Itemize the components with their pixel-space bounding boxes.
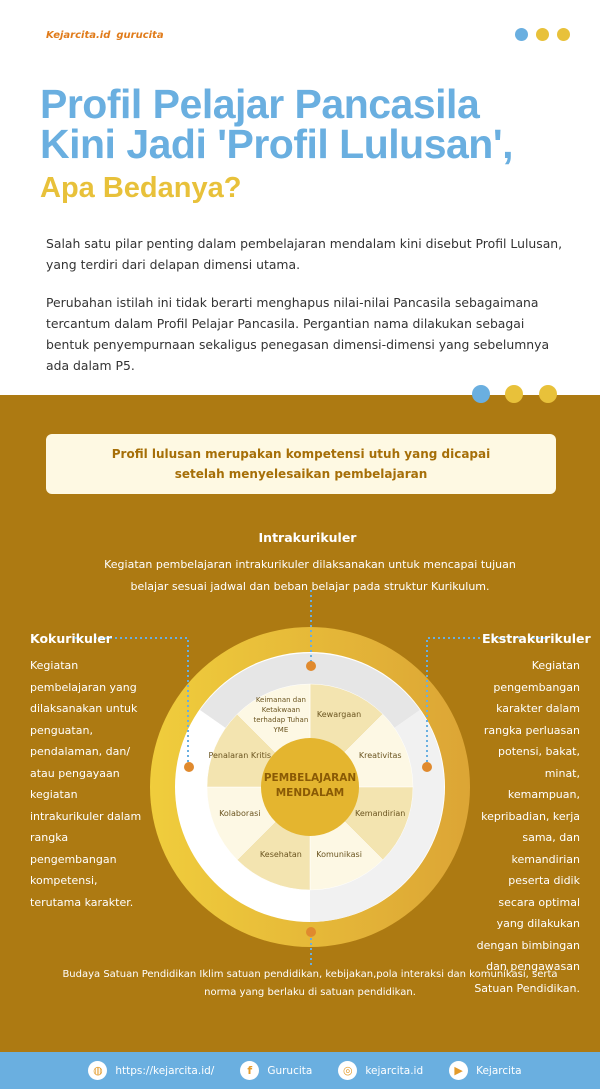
facebook-icon: f bbox=[240, 1061, 259, 1080]
kokurikuler-desc: Kegiatan pembelajaran yang dilaksanakan untuk penguatan, pendalaman, dan/ atau pengayaan kegiatan intrakurikuler dalam rangka pengembangan kompetensi, terutama karakter. bbox=[30, 659, 142, 909]
kokurikuler-title: Kokurikuler bbox=[30, 631, 112, 646]
youtube-link[interactable]: ▶ Kejarcita bbox=[449, 1061, 522, 1080]
highlight-box: Profil lulusan merupakan kompetensi utuh yang dicapai setelah menyelesaikan pembelajaran bbox=[46, 434, 556, 494]
page-subtitle: Apa Bedanya? bbox=[40, 172, 242, 204]
intrakurikuler-title: Intrakurikuler bbox=[258, 530, 357, 545]
website-link[interactable]: ◍ https://kejarcita.id/ bbox=[88, 1061, 214, 1080]
dimension-label: Kemandirian bbox=[355, 809, 406, 819]
instagram-icon: ◎ bbox=[338, 1061, 357, 1080]
facebook-link[interactable]: f Gurucita bbox=[240, 1061, 312, 1080]
globe-icon: ◍ bbox=[88, 1061, 107, 1080]
dimension-label: Kesehatan bbox=[259, 850, 302, 860]
dimension-label: Kewargaan bbox=[316, 709, 362, 719]
instagram-link[interactable]: ◎ kejarcita.id bbox=[338, 1061, 423, 1080]
dimension-label: Keimanan dan Ketakwaan terhadap Tuhan YME bbox=[253, 695, 309, 734]
intro-paragraph-2: Perubahan istilah ini tidak berarti menghapus nilai-nilai Pancasila sebagaimana tercantum dalam Profil Pelajar Pancasila. Pergantian nama dilakukan sebagai bentuk penyempurnaan sekaligus penegasan dimensi-dimensi yang sebelumnya ada dalam P5. bbox=[46, 295, 550, 373]
dimension-label: Komunikasi bbox=[316, 850, 362, 860]
dimension-label: Kreativitas bbox=[358, 750, 402, 760]
ekstrakurikuler-title: Ekstrakurikuler bbox=[482, 631, 591, 646]
budaya-desc: Budaya Satuan Pendidikan Iklim satuan pendidikan, kebijakan,pola interaksi dan komunikasi, serta norma yang berlaku di satuan pendidikan. bbox=[62, 969, 558, 998]
wheel-center-label: PEMBELAJARAN MENDALAM bbox=[263, 772, 357, 799]
connector-dot bbox=[306, 661, 316, 671]
connector-dot bbox=[422, 762, 432, 772]
ekstrakurikuler-desc: Kegiatan pengembangan karakter dalam rangka perluasan potensi, bakat, minat, kemampuan, kepribadian, kerja sama, dan kemandirian peserta didik secara optimal yang dilakukan dengan bimbingan dan pengawasan Satuan Pendidikan. bbox=[474, 659, 580, 995]
youtube-icon: ▶ bbox=[449, 1061, 468, 1080]
intrakurikuler-desc: Kegiatan pembelajaran intrakurikuler dilaksanakan untuk mencapai tujuan belajar sesuai jadwal dan beban belajar pada struktur Kurikulum. bbox=[104, 558, 516, 593]
intro-paragraph-1: Salah satu pilar penting dalam pembelajaran mendalam kini disebut Profil Lulusan, yang terdiri dari delapan dimensi utama. bbox=[46, 236, 563, 272]
dimension-label: Kolaborasi bbox=[219, 809, 261, 819]
connector-dot bbox=[184, 762, 194, 772]
connector-dot bbox=[306, 927, 316, 937]
page-title: Profil Pelajar Pancasila Kini Jadi 'Profil Lulusan', bbox=[40, 81, 513, 167]
logo: Kejarcita.id gurucita bbox=[46, 30, 164, 41]
dimension-label: Penalaran Kritis bbox=[208, 750, 272, 760]
